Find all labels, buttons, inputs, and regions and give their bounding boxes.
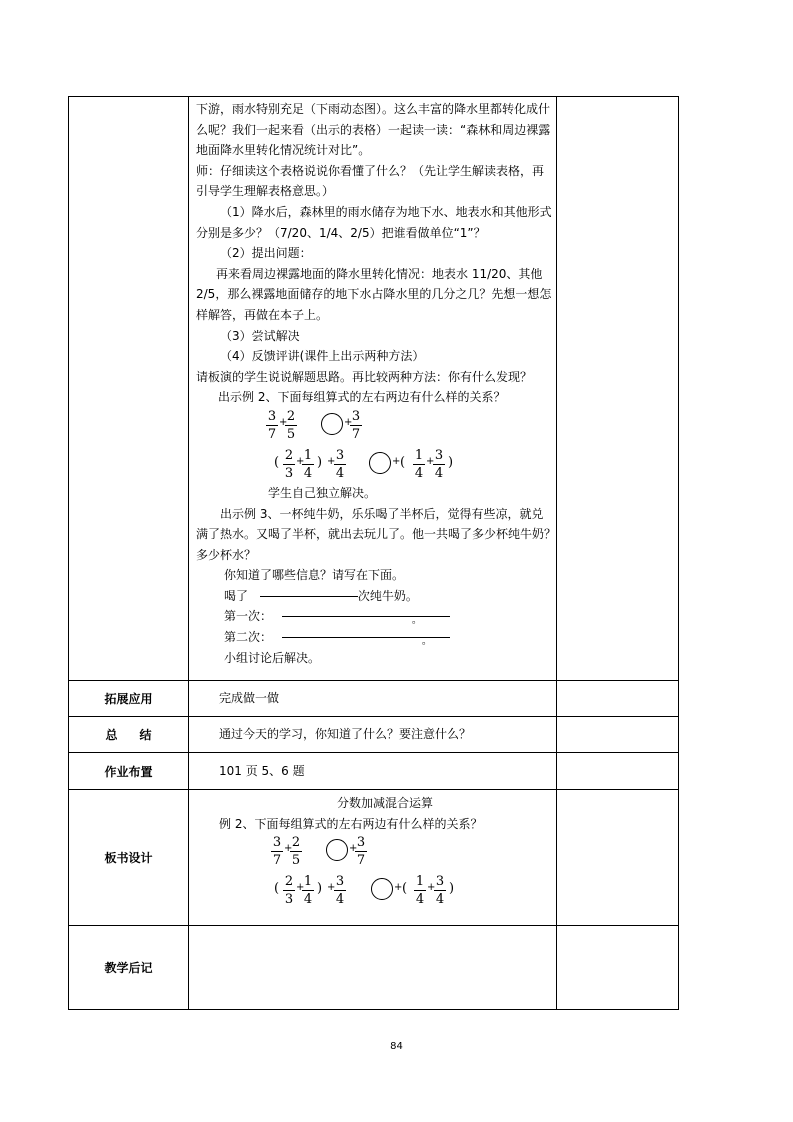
lesson-line: 学生自己独立解决。 [268,485,377,500]
notes-cell [557,97,679,681]
notes-cell [557,790,679,926]
board-expression-row-1 [189,834,556,870]
board-expression-row-2 [189,873,556,909]
period-mark: 。 [411,615,422,627]
fraction: $\frac{1}{4}$ [303,447,313,481]
board-label: 板书设计 [69,790,189,926]
summary-content: 通过今天的学习，你知道了什么？要注意什么？ [219,727,472,742]
lesson-line: 满了热水。又喝了半杯，就出去玩儿了。他一共喝了多少杯纯牛奶？ [196,527,557,542]
fraction: $\frac{3}{4}$ [435,874,445,908]
fraction: $\frac{3}{4}$ [335,874,345,908]
lesson-line: 分别是多少？（7/20、1/4、2/5）把谁看做单位“1”？ [196,225,486,240]
fraction: $\frac{1}{4}$ [303,874,313,908]
lesson-line: 地面降水里转化情况统计对比”。 [196,143,371,158]
plus-sign: + [349,843,358,855]
lesson-line: 么呢？我们一起来看（出示的表格）一起读一读：“森林和周边裸露 [196,122,551,137]
lesson-plan-table [68,96,677,1010]
period-mark: 。 [421,636,432,648]
homework-content-cell [189,753,557,790]
plus-sign: + [296,882,305,894]
plus-sign: + [279,416,288,428]
compare-circle[interactable] [371,878,393,900]
lesson-line: 请板演的学生说说解题思路。再比较两种方法：你有什么发现？ [196,369,533,384]
extend-label: 拓展应用 [69,681,189,717]
paren: ( [400,454,406,470]
extend-content: 完成做一做 [219,691,280,706]
process-label-cell [69,97,189,681]
lesson-line: （4）反馈评讲(课件上出示两种方法） [220,349,425,364]
plus-sign: + [284,843,293,855]
fraction: $\frac{3}{7}$ [272,835,282,869]
paren: ) [449,881,455,897]
fraction: $\frac{3}{7}$ [356,835,366,869]
plus-sign: + [392,455,401,467]
answer-blank[interactable] [260,596,358,597]
paren: ) [448,454,454,470]
reflection-label: 教学后记 [69,926,189,1010]
fraction: $\frac{3}{4}$ [434,447,444,481]
homework-label: 作业布置 [69,753,189,790]
extend-content-cell [189,681,557,717]
plus-sign: + [427,882,436,894]
lesson-line: （1）降水后，森林里的雨水储存为地下水、地表水和其他形式 [220,204,552,219]
lesson-line: 你知道了哪些信息？请写在下面。 [224,568,405,583]
board-title: 分数加减混合运算 [337,796,434,810]
compare-circle[interactable] [321,413,343,435]
lesson-line: （3）尝试解决 [220,328,300,343]
paren: ( [402,881,408,897]
plus-sign: + [394,882,403,894]
summary-label [69,717,189,753]
board-content-cell [189,790,557,926]
lesson-line: 2/5，那么裸露地面储存的地下水占降水里的几分之几？先想一想怎 [196,287,552,302]
expression-row-2 [189,447,556,483]
answer-blank[interactable] [282,636,450,648]
page-number: 84 [390,1041,403,1052]
second-time-line [196,627,556,648]
paren: ) [317,454,323,470]
lesson-line: 小组讨论后解决。 [224,650,321,665]
plus-sign: + [344,416,353,428]
lesson-line: （2）提出问题： [220,246,312,261]
fraction: $\frac{1}{4}$ [414,447,424,481]
notes-cell [557,926,679,1010]
lesson-line: 引导学生理解表格意思。） [196,184,335,199]
notes-cell [557,717,679,753]
homework-content: 101 页 5、6 题 [219,763,305,778]
plus-sign: + [327,455,336,467]
process-content-cell [189,97,557,681]
fraction: $\frac{2}{3}$ [284,874,294,908]
plus-sign: + [426,455,435,467]
fraction: $\frac{3}{7}$ [267,408,277,442]
fraction: $\frac{3}{4}$ [335,447,345,481]
lesson-line: 多少杯水？ [196,547,257,562]
lesson-line: 下游，雨水特别充足（下雨动态图）。这么丰富的降水里都转化成什 [196,102,551,116]
summary-label-text: 总结 [105,728,174,742]
lesson-line: 样解答，再做在本子上。 [196,307,329,322]
drank-suffix: 次纯牛奶。 [357,588,418,603]
lesson-line: 出示例 3、一杯纯牛奶，乐乐喝了半杯后，觉得有些凉，就兑 [220,506,544,521]
reflection-content-cell[interactable] [189,926,557,1010]
paren: ( [274,881,280,897]
drank-prefix: 喝了 [224,588,249,603]
lesson-line: 再来看周边裸露地面的降水里转化情况：地表水 11/20、其他 [216,266,543,281]
second-time-label: 第二次： [224,630,273,645]
first-time-label: 第一次： [224,609,273,624]
drank-line [196,586,556,607]
fraction: $\frac{2}{5}$ [286,408,296,442]
notes-cell [557,753,679,790]
fraction: $\frac{2}{5}$ [291,835,301,869]
compare-circle[interactable] [369,452,391,474]
fraction: $\frac{3}{7}$ [351,408,361,442]
board-example: 例 2、下面每组算式的左右两边有什么样的关系？ [219,816,483,831]
answer-blank[interactable] [282,615,450,627]
plus-sign: + [327,882,336,894]
notes-cell [557,681,679,717]
paren: ( [274,454,280,470]
first-time-line [196,606,556,627]
fraction: $\frac{2}{3}$ [284,447,294,481]
lesson-line: 师：仔细读这个表格说说你看懂了什么？（先让学生解读表格，再 [196,163,545,178]
paren: ) [317,881,323,897]
fraction: $\frac{1}{4}$ [415,874,425,908]
plus-sign: + [296,455,305,467]
lesson-line: 出示例 2、下面每组算式的左右两边有什么样的关系？ [218,390,506,405]
expression-row-1 [189,408,556,444]
summary-content-cell [189,717,557,753]
compare-circle[interactable] [326,839,348,861]
